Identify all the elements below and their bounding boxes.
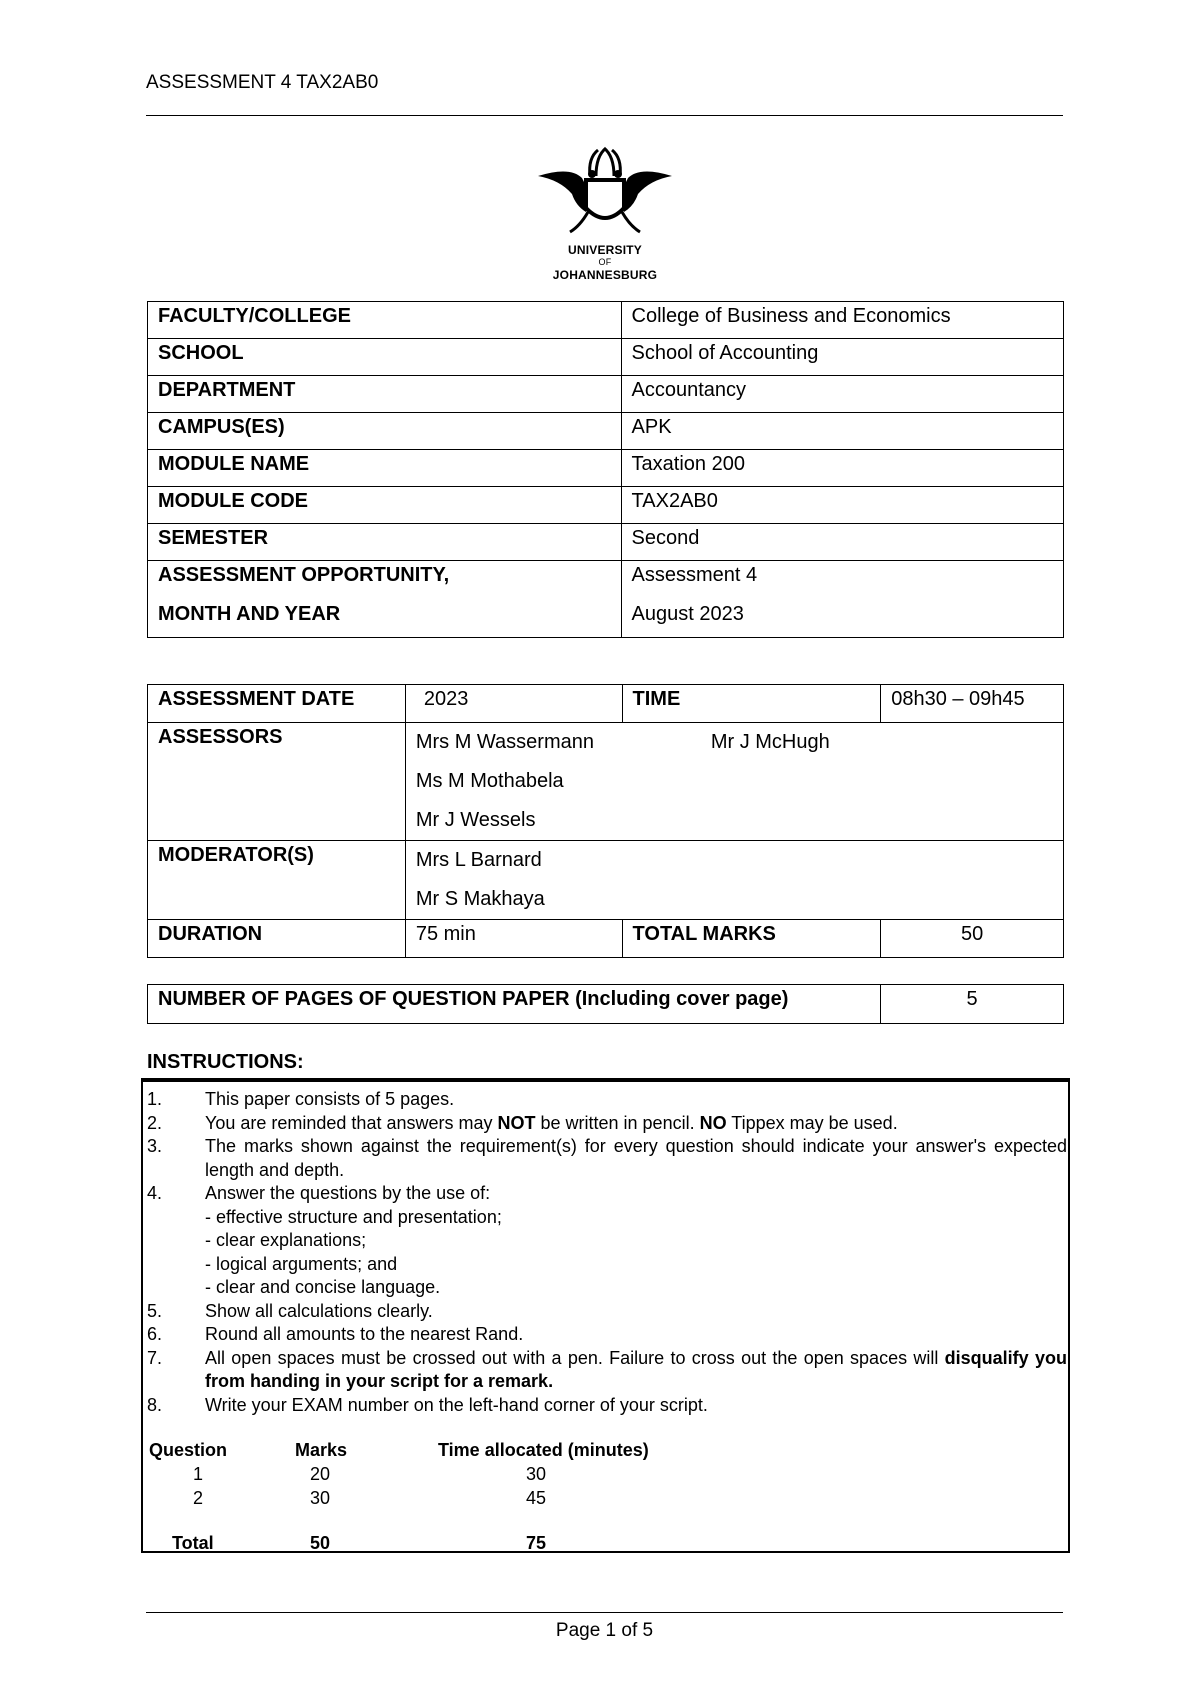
info-label: FACULTY/COLLEGE xyxy=(148,302,622,339)
table-cell: 20 xyxy=(310,1464,331,1484)
instruction-text: Write your EXAM number on the left-hand corner of your script. xyxy=(205,1394,708,1415)
pages-table xyxy=(147,984,1064,1024)
table-row xyxy=(148,561,1064,638)
table-row xyxy=(148,339,1064,376)
info-value: Second xyxy=(621,524,1063,561)
pages-value: 5 xyxy=(881,985,1064,1024)
info-label: MODULE CODE xyxy=(148,487,622,524)
opportunity-value-1: Assessment 4 xyxy=(631,564,758,586)
column-header: Marks xyxy=(295,1440,348,1460)
table-cell: 2 xyxy=(193,1488,204,1508)
table-row xyxy=(148,376,1064,413)
instruction-text: Round all amounts to the nearest Rand. xyxy=(205,1324,524,1344)
opportunity-label xyxy=(148,561,622,638)
instruction-text: Answer the questions by the use of: xyxy=(205,1183,491,1203)
header-title: ASSESSMENT 4 TAX2AB0 xyxy=(146,72,379,93)
instruction-text: be written in pencil. xyxy=(535,1112,700,1133)
instructions-title: INSTRUCTIONS: xyxy=(147,1051,304,1073)
instruction-emphasis: . xyxy=(548,1371,554,1391)
table-cell: 75 xyxy=(526,1533,547,1553)
sub-item: - clear and concise language. xyxy=(205,1277,441,1297)
table-row xyxy=(148,920,1064,958)
opportunity-value-2: August 2023 xyxy=(631,603,744,625)
table-row xyxy=(148,524,1064,561)
table-cell: 50 xyxy=(310,1533,331,1553)
assessors-cell xyxy=(405,723,1063,841)
info-label: DEPARTMENT xyxy=(148,376,622,413)
bird-crest-icon xyxy=(530,146,680,241)
instruction-emphasis: NO xyxy=(699,1112,727,1133)
total-marks-value: 50 xyxy=(881,920,1064,958)
table-cell: 30 xyxy=(310,1488,331,1508)
instruction-text: The marks shown against the requirement(s) for every question should indicate your answer's expected length and depth. xyxy=(205,1136,1067,1180)
info-value: Accountancy xyxy=(621,376,1063,413)
info-value: School of Accounting xyxy=(621,339,1063,376)
table-row xyxy=(148,413,1064,450)
instruction-text: Show all calculations clearly. xyxy=(205,1300,433,1321)
info-value: College of Business and Economics xyxy=(621,302,1063,339)
list-item: 5. Show all calculations clearly. xyxy=(147,1300,433,1321)
info-value: TAX2AB0 xyxy=(621,487,1063,524)
instruction-text: You are reminded that answers may xyxy=(205,1112,498,1133)
duration-label: DURATION xyxy=(148,920,406,958)
assessor-name: Mr J Wessels xyxy=(415,809,536,831)
time-value: 08h30 – 09h45 xyxy=(881,685,1064,723)
time-label: TIME xyxy=(622,685,881,723)
info-label: CAMPUS(ES) xyxy=(148,413,622,450)
instruction-emphasis: disqualify you from handing in your script for a remark xyxy=(205,1347,1067,1391)
page-number: Page 1 of 5 xyxy=(555,1620,654,1641)
duration-value: 75 min xyxy=(405,920,622,958)
table-row xyxy=(148,985,1064,1024)
column-header: Time allocated (minutes) xyxy=(438,1440,649,1460)
date-value: 2023 xyxy=(405,685,622,723)
date-label: ASSESSMENT DATE xyxy=(148,685,406,723)
university-logo xyxy=(530,146,680,286)
list-item: 3. The marks shown against the requirement(s) for every question should indicate your answer's expected length and depth. xyxy=(147,1136,1067,1180)
table-row xyxy=(148,685,1064,723)
sub-item: - logical arguments; and xyxy=(205,1253,398,1274)
list-item: 4. Answer the questions by the use of: - effective structure and presentation; - clear explanations; - logical arguments; and - clear and concise language. xyxy=(147,1182,1067,1300)
assessor-name: Ms M Mothabela xyxy=(415,770,564,792)
instruction-emphasis: NOT xyxy=(497,1112,536,1133)
sub-item: - clear explanations; xyxy=(205,1230,367,1250)
table-cell: 30 xyxy=(526,1464,547,1484)
table-row xyxy=(148,841,1064,920)
opportunity-label-2: MONTH AND YEAR xyxy=(158,603,341,625)
info-value: APK xyxy=(621,413,1063,450)
logo-line3: JOHANNESBURG xyxy=(552,268,658,282)
instructions-list xyxy=(147,1088,1067,1417)
footer-divider xyxy=(146,1612,1063,1613)
logo-line1: UNIVERSITY xyxy=(567,243,642,257)
pages-label: NUMBER OF PAGES OF QUESTION PAPER (Including cover page) xyxy=(148,985,881,1024)
info-label: SEMESTER xyxy=(148,524,622,561)
table-row xyxy=(148,302,1064,339)
moderators-cell xyxy=(405,841,1063,920)
column-header: Question xyxy=(149,1440,228,1460)
assessor-name: Mr J McHugh xyxy=(710,731,830,753)
list-item: 6. Round all amounts to the nearest Rand. xyxy=(147,1324,524,1344)
table-cell: Total xyxy=(172,1533,214,1553)
instruction-text: This paper consists of 5 pages. xyxy=(205,1089,455,1109)
instruction-text: Tippex may be used. xyxy=(726,1112,898,1133)
table-row xyxy=(148,723,1064,841)
assessors-label: ASSESSORS xyxy=(148,723,406,841)
moderator-label: MODERATOR(S) xyxy=(148,841,406,920)
table-row xyxy=(148,487,1064,524)
list-item: 1. This paper consists of 5 pages. xyxy=(147,1089,455,1109)
module-info-table xyxy=(147,301,1064,638)
table-row xyxy=(148,450,1064,487)
list-item: 8. Write your EXAM number on the left-hand corner of your script. xyxy=(147,1394,708,1415)
info-label: MODULE NAME xyxy=(148,450,622,487)
assessor-name: Mrs M Wassermann xyxy=(415,731,594,753)
total-marks-label: TOTAL MARKS xyxy=(622,920,881,958)
moderator-name: Mrs L Barnard xyxy=(415,849,542,871)
list-item: 2. You are reminded that answers may NOT be written in pencil. NO Tippex may be used. xyxy=(147,1112,898,1133)
moderator-name: Mr S Makhaya xyxy=(415,888,545,910)
opportunity-label-1: ASSESSMENT OPPORTUNITY, xyxy=(158,564,450,586)
table-cell: 1 xyxy=(193,1464,204,1484)
instructions-box xyxy=(141,1078,1070,1553)
header-divider xyxy=(146,115,1063,116)
table-cell: 45 xyxy=(526,1488,547,1508)
sub-item: - effective structure and presentation; xyxy=(205,1206,502,1227)
opportunity-value xyxy=(621,561,1063,638)
assessment-table xyxy=(147,684,1064,958)
info-value: Taxation 200 xyxy=(621,450,1063,487)
instruction-text: All open spaces must be crossed out with a pen. Failure to cross out the open spaces will xyxy=(205,1347,945,1368)
list-item: 7. All open spaces must be crossed out with a pen. Failure to cross out the open spaces will disqualify you from handing in your script for a remark. xyxy=(147,1347,1067,1391)
info-label: SCHOOL xyxy=(148,339,622,376)
logo-line2: OF xyxy=(598,257,612,267)
